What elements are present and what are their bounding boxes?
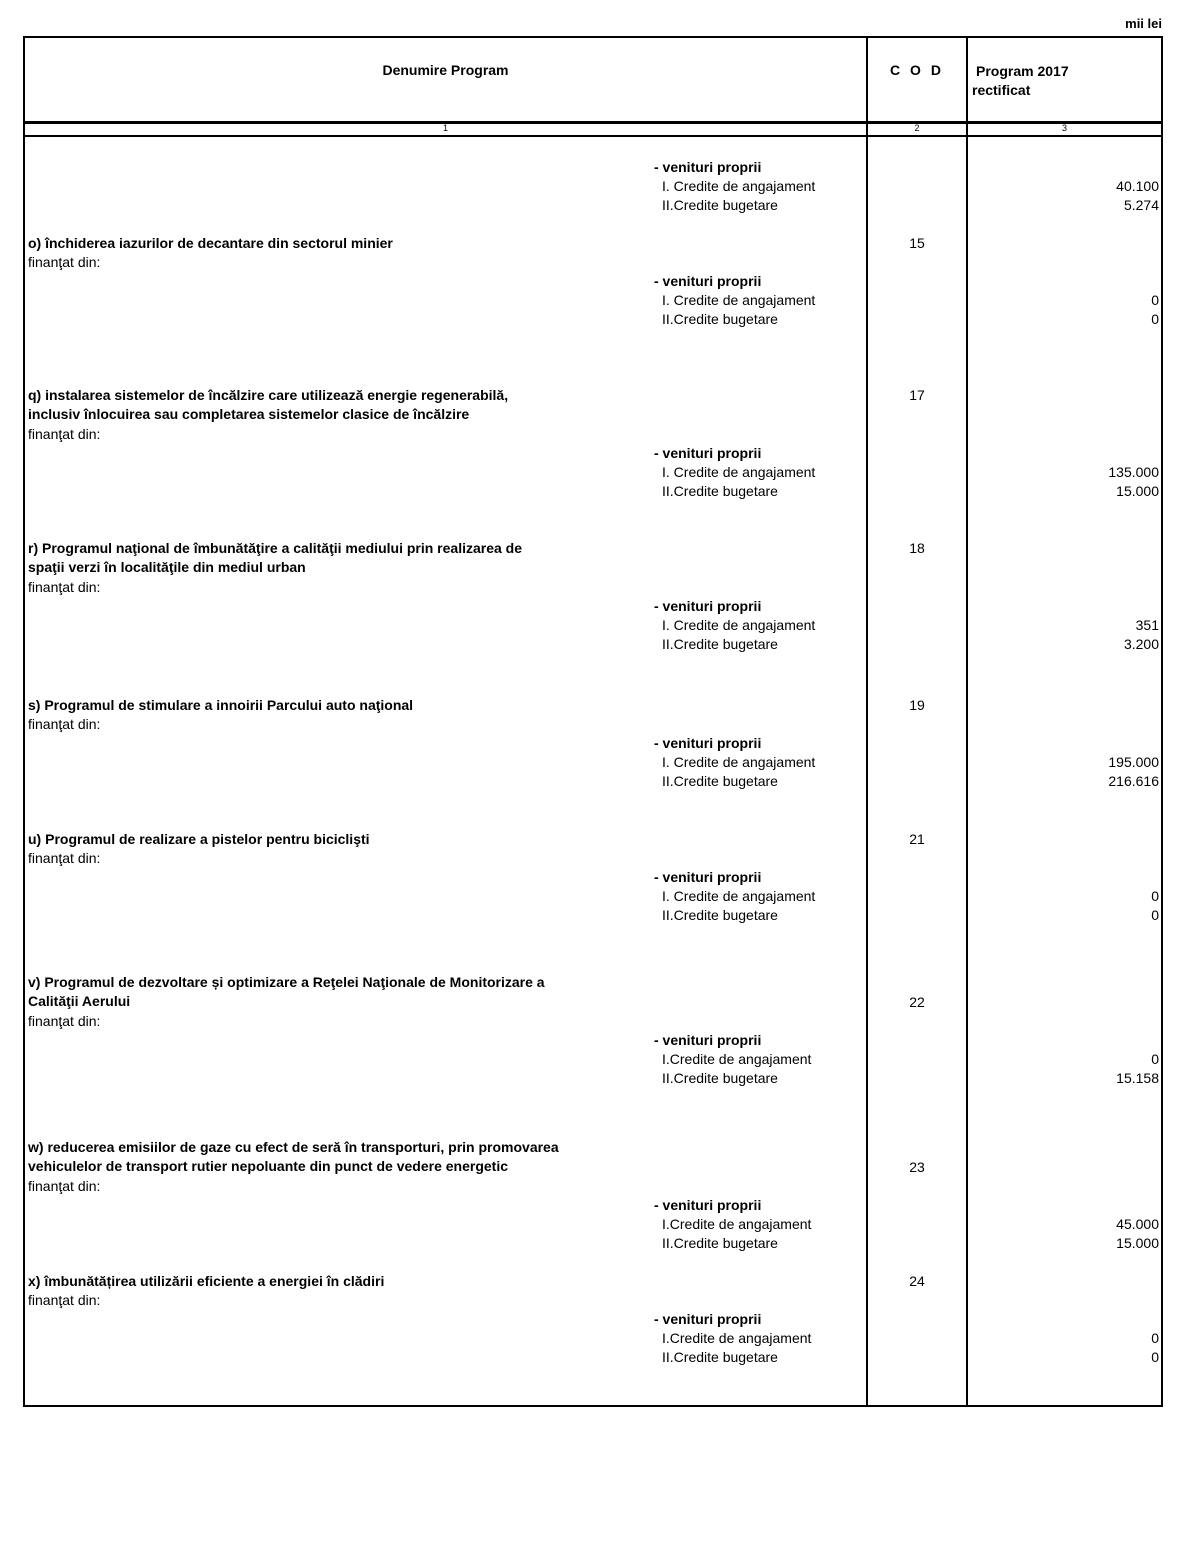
credit-bugetare-value: 3.200 — [1123, 636, 1159, 652]
credit-angajament-value: 40.100 — [1116, 178, 1159, 194]
program-title: w) reducerea emisiilor de gaze cu efect de seră în transporturi, prin promovarea — [28, 1139, 559, 1155]
source-label: - venituri proprii — [654, 445, 762, 461]
credit-angajament-label: I.Credite de angajament — [662, 1051, 812, 1067]
credit-angajament-value: 45.000 — [1116, 1216, 1159, 1232]
header-program-2017-line1: Program 2017 — [976, 63, 1069, 79]
financed-label: finanţat din: — [28, 1013, 101, 1029]
financed-label: finanţat din: — [28, 1178, 101, 1194]
header-program-name: Denumire Program — [382, 62, 509, 78]
financed-label: finanţat din: — [28, 579, 101, 595]
budget-table — [23, 36, 1163, 1407]
credit-angajament-value: 0 — [1151, 1051, 1159, 1067]
financed-label: finanţat din: — [28, 254, 101, 270]
program-title: q) instalarea sistemelor de încălzire care utilizează energie regenerabilă, — [28, 387, 509, 403]
program-code: 23 — [909, 1159, 925, 1175]
financed-label: finanţat din: — [28, 716, 101, 732]
column-number-1: 1 — [442, 123, 448, 133]
credit-angajament-value: 351 — [1135, 617, 1159, 633]
credit-angajament-label: I.Credite de angajament — [662, 1216, 812, 1232]
credit-bugetare-value: 216.616 — [1108, 773, 1159, 789]
source-label: - venituri proprii — [654, 159, 762, 175]
source-label: - venituri proprii — [654, 1032, 762, 1048]
header-program-2017-line2: rectificat — [972, 82, 1031, 98]
column-divider — [966, 38, 968, 1405]
credit-bugetare-label: II.Credite bugetare — [662, 1070, 778, 1086]
program-title: Calităţii Aerului — [28, 993, 131, 1009]
source-label: - venituri proprii — [654, 735, 762, 751]
program-code: 21 — [909, 831, 925, 847]
program-title: u) Programul de realizare a pistelor pentru biciclişti — [28, 831, 370, 847]
credit-bugetare-value: 0 — [1151, 907, 1159, 923]
program-title: v) Programul de dezvoltare și optimizare a Reţelei Naţionale de Monitorizare a — [28, 974, 545, 990]
credit-angajament-label: I. Credite de angajament — [662, 754, 816, 770]
credit-bugetare-label: II.Credite bugetare — [662, 1349, 778, 1365]
credit-bugetare-label: II.Credite bugetare — [662, 907, 778, 923]
source-label: - venituri proprii — [654, 1311, 762, 1327]
unit-label: mii lei — [1125, 16, 1162, 31]
credit-bugetare-value: 0 — [1151, 1349, 1159, 1365]
source-label: - venituri proprii — [654, 598, 762, 614]
program-code: 17 — [909, 387, 925, 403]
financed-label: finanţat din: — [28, 850, 101, 866]
credit-angajament-value: 135.000 — [1108, 464, 1159, 480]
program-title: spaţii verzi în localităţile din mediul urban — [28, 559, 306, 575]
program-code: 15 — [909, 235, 925, 251]
program-title: x) îmbunătățirea utilizării eficiente a energiei în clădiri — [28, 1273, 385, 1289]
program-title: r) Programul naţional de îmbunătăţire a calităţii mediului prin realizarea de — [28, 540, 523, 556]
credit-angajament-label: I. Credite de angajament — [662, 464, 816, 480]
credit-bugetare-label: II.Credite bugetare — [662, 197, 778, 213]
credit-bugetare-value: 0 — [1151, 311, 1159, 327]
program-title: o) închiderea iazurilor de decantare din sectorul minier — [28, 235, 393, 251]
program-code: 19 — [909, 697, 925, 713]
credit-bugetare-value: 15.000 — [1116, 1235, 1159, 1251]
program-code: 18 — [909, 540, 925, 556]
credit-angajament-label: I. Credite de angajament — [662, 178, 816, 194]
credit-bugetare-label: II.Credite bugetare — [662, 636, 778, 652]
credit-bugetare-value: 15.000 — [1116, 483, 1159, 499]
credit-angajament-value: 195.000 — [1108, 754, 1159, 770]
credit-bugetare-value: 15.158 — [1116, 1070, 1159, 1086]
program-code: 24 — [909, 1273, 925, 1289]
credit-bugetare-value: 5.274 — [1123, 197, 1159, 213]
credit-angajament-label: I.Credite de angajament — [662, 1330, 812, 1346]
credit-bugetare-label: II.Credite bugetare — [662, 311, 778, 327]
credit-angajament-label: I. Credite de angajament — [662, 292, 816, 308]
program-title: inclusiv înlocuirea sau completarea sistemelor clasice de încălzire — [28, 406, 470, 422]
financed-label: finanţat din: — [28, 1292, 101, 1308]
credit-bugetare-label: II.Credite bugetare — [662, 773, 778, 789]
credit-angajament-label: I. Credite de angajament — [662, 617, 816, 633]
program-title: vehiculelor de transport rutier nepoluante din punct de vedere energetic — [28, 1158, 508, 1174]
column-number-2: 2 — [914, 123, 920, 133]
program-code: 22 — [909, 994, 925, 1010]
credit-angajament-value: 0 — [1151, 888, 1159, 904]
header-code: C O D — [890, 62, 944, 78]
credit-angajament-label: I. Credite de angajament — [662, 888, 816, 904]
colnum-divider — [25, 135, 1161, 137]
program-title: s) Programul de stimulare a innoirii Parcului auto naţional — [28, 697, 414, 713]
source-label: - venituri proprii — [654, 869, 762, 885]
financed-label: finanţat din: — [28, 426, 101, 442]
source-label: - venituri proprii — [654, 1197, 762, 1213]
source-label: - venituri proprii — [654, 273, 762, 289]
header-program-2017 — [972, 62, 1069, 100]
credit-angajament-value: 0 — [1151, 292, 1159, 308]
credit-angajament-value: 0 — [1151, 1330, 1159, 1346]
credit-bugetare-label: II.Credite bugetare — [662, 483, 778, 499]
column-number-3: 3 — [1061, 123, 1067, 133]
credit-bugetare-label: II.Credite bugetare — [662, 1235, 778, 1251]
